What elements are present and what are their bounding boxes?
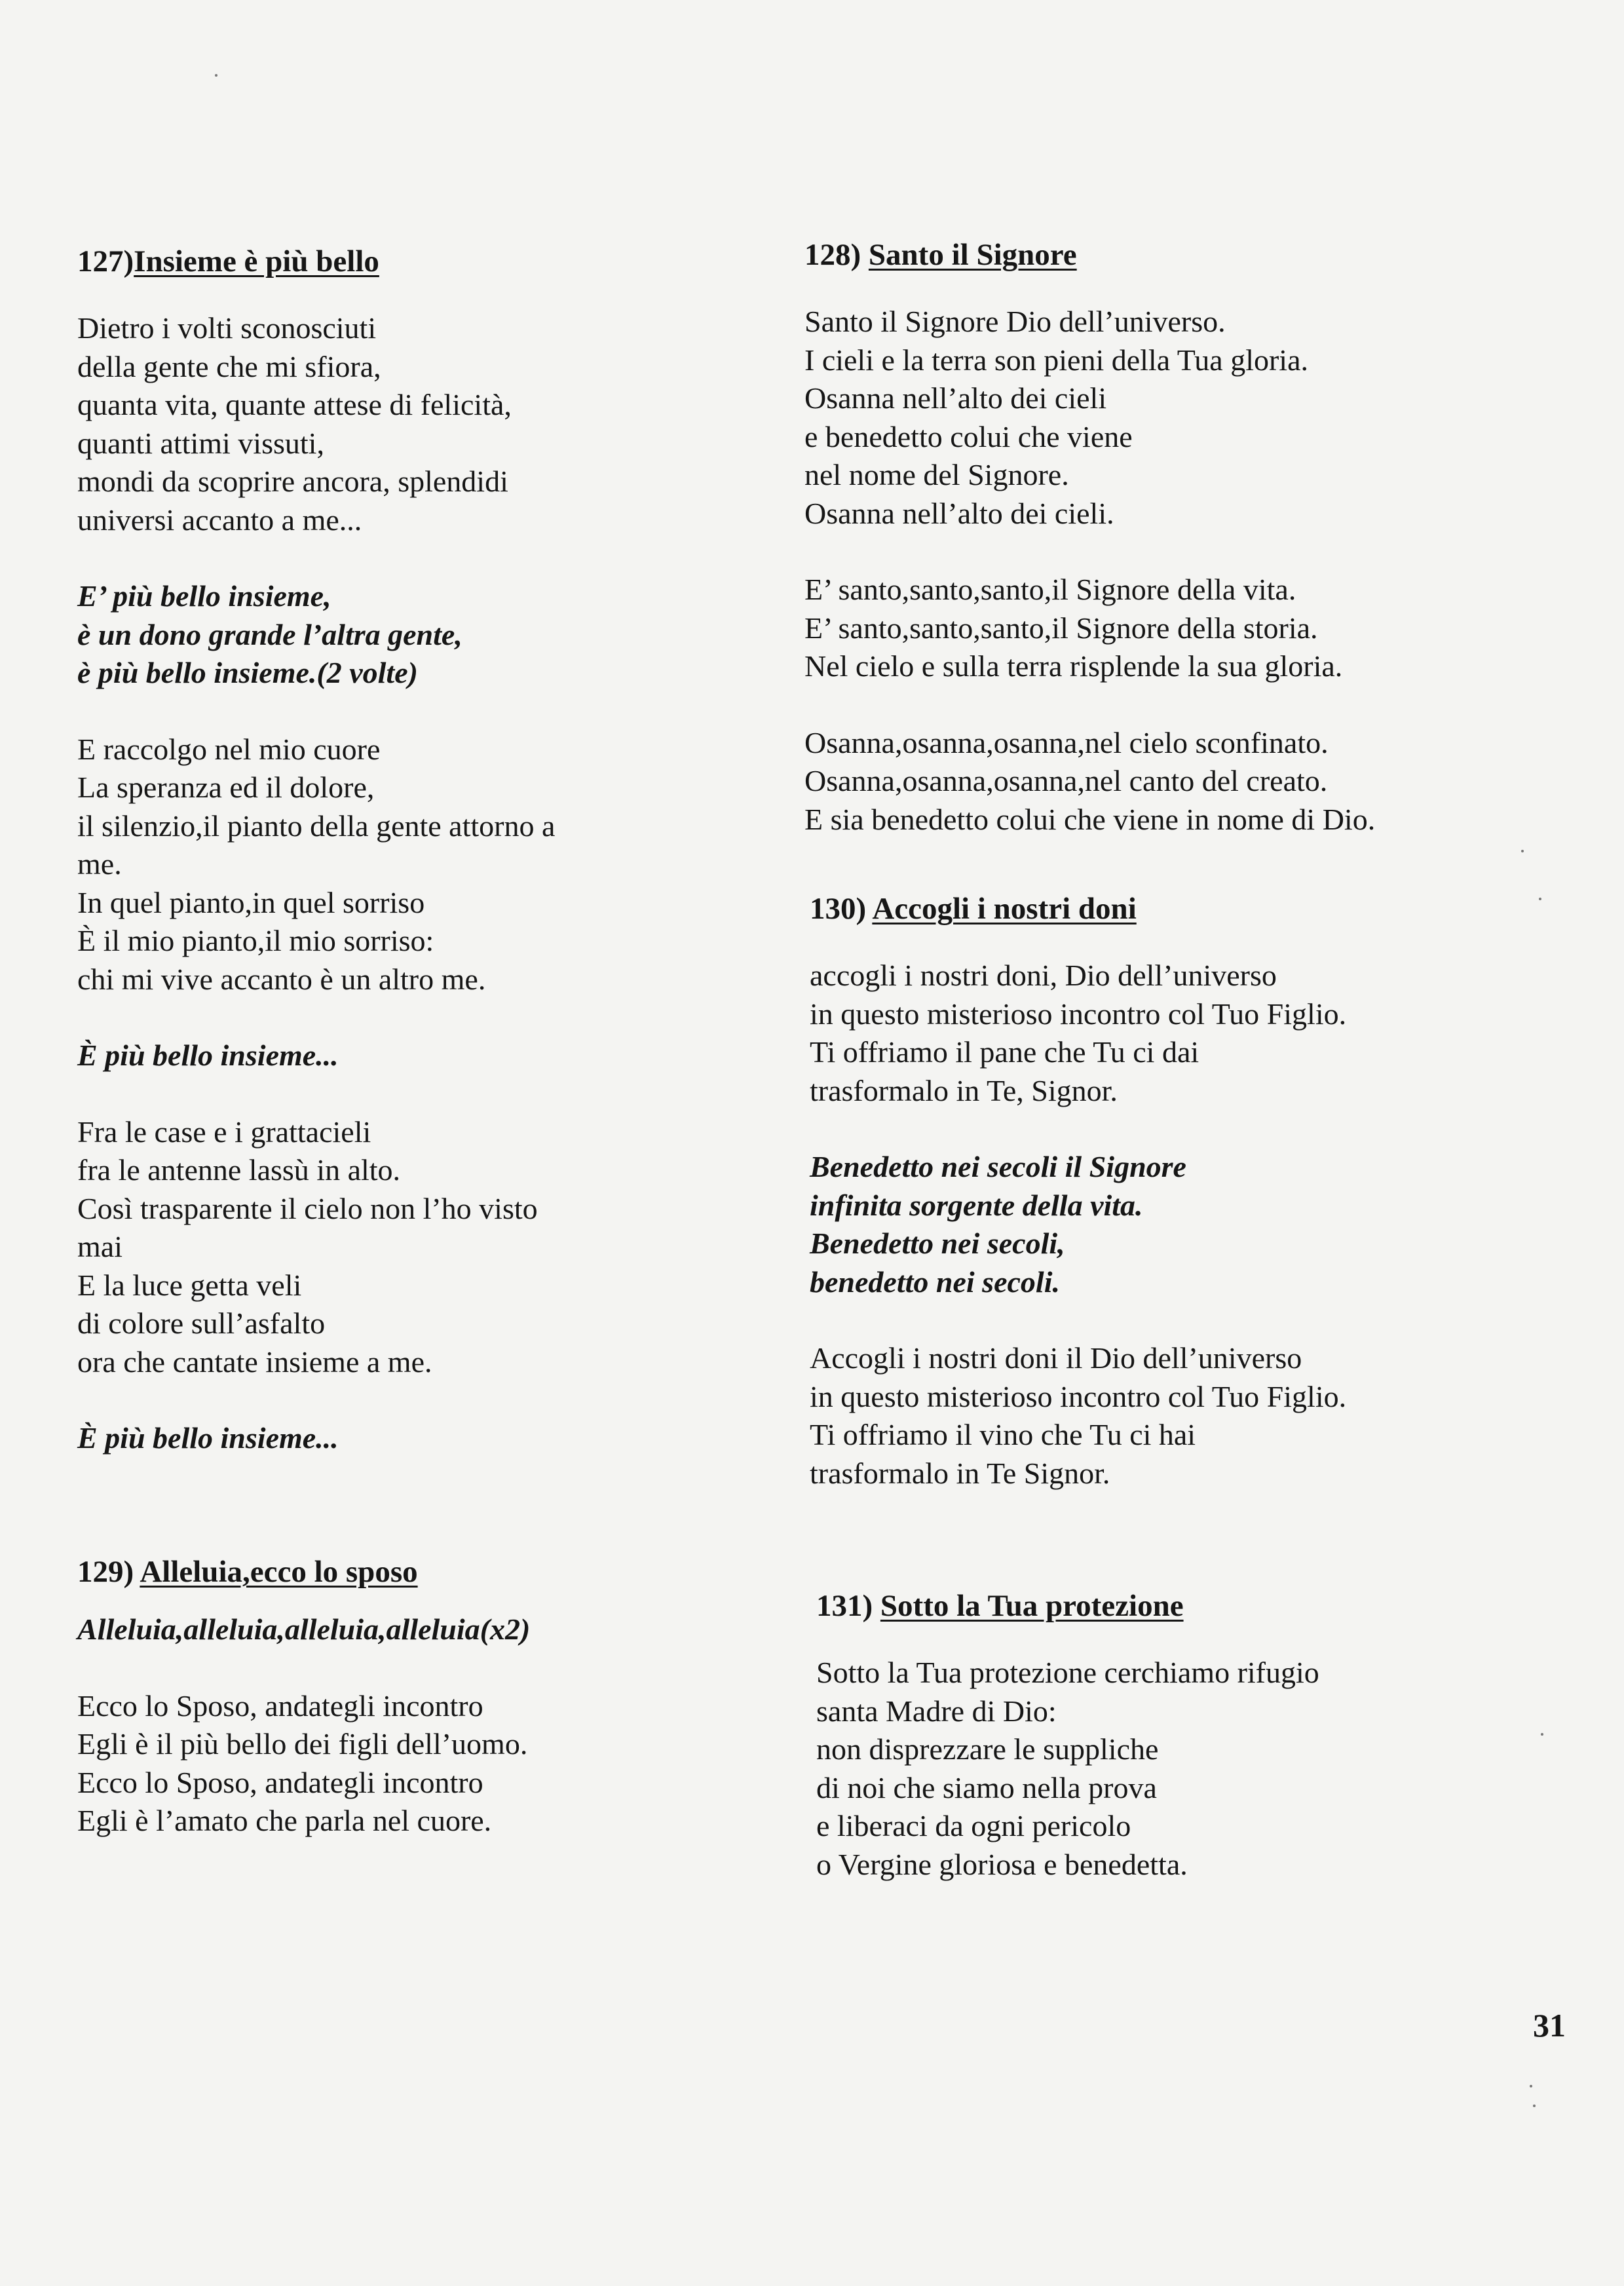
lyric-line: in questo misterioso incontro col Tuo Figlio. bbox=[810, 1379, 1347, 1413]
song-131 bbox=[816, 1587, 1570, 1922]
song-127 bbox=[77, 242, 772, 1496]
lyric-line: Così trasparente il cielo non l’ho visto bbox=[77, 1191, 538, 1225]
lyric-line: nel nome del Signore. bbox=[804, 458, 1069, 491]
song-title: 131) Sotto la Tua protezione bbox=[816, 1589, 1184, 1623]
song-129 bbox=[77, 1553, 772, 1878]
lyric-line: chi mi vive accanto è un altro me. bbox=[77, 962, 486, 996]
lyric-line: E la luce getta veli bbox=[77, 1268, 302, 1302]
lyric-line: E raccolgo nel mio cuore bbox=[77, 732, 381, 766]
lyric-line: di noi che siamo nella prova bbox=[816, 1770, 1157, 1804]
chorus-line: infinita sorgente della vita. bbox=[810, 1188, 1143, 1222]
stanza bbox=[77, 1687, 772, 1840]
chorus-line: Alleluia,alleluia,alleluia,alleluia(x2) bbox=[77, 1612, 531, 1646]
lyric-line: Egli è l’amato che parla nel cuore. bbox=[77, 1804, 492, 1837]
song-128 bbox=[804, 236, 1558, 877]
lyric-line: Osanna nell’alto dei cieli. bbox=[804, 496, 1114, 530]
scan-speck bbox=[1530, 2085, 1532, 2087]
song-title: 128) Santo il Signore bbox=[804, 238, 1077, 272]
chorus bbox=[810, 1148, 1563, 1301]
lyric-line: Ti offriamo il pane che Tu ci dai bbox=[810, 1035, 1199, 1069]
lyric-line: Sotto la Tua protezione cerchiamo rifugio bbox=[816, 1656, 1319, 1689]
chorus-line: è più bello insieme.(2 volte) bbox=[77, 656, 418, 689]
chorus-line: è un dono grande l’altra gente, bbox=[77, 617, 463, 651]
lyric-line: E’ santo,santo,santo,il Signore della vita. bbox=[804, 573, 1296, 606]
lyric-line: santa Madre di Dio: bbox=[816, 1694, 1057, 1728]
scan-speck bbox=[1541, 1733, 1543, 1736]
lyric-line: e benedetto colui che viene bbox=[804, 419, 1133, 453]
chorus-line: Benedetto nei secoli il Signore bbox=[810, 1150, 1186, 1183]
stanza bbox=[77, 309, 772, 539]
stanza bbox=[804, 571, 1558, 686]
stanza bbox=[810, 957, 1563, 1110]
lyric-line: Osanna,osanna,osanna,nel cielo sconfinato. bbox=[804, 725, 1329, 759]
chorus-line: È più bello insieme... bbox=[77, 1038, 339, 1072]
lyric-line: della gente che mi sfiora, bbox=[77, 349, 381, 383]
lyric-line: La speranza ed il dolore, bbox=[77, 771, 375, 804]
lyric-line: Nel cielo e sulla terra risplende la sua gloria. bbox=[804, 649, 1343, 683]
lyric-line: Egli è il più bello dei figli dell’uomo. bbox=[77, 1727, 528, 1761]
lyric-line: il silenzio,il pianto della gente attorno a bbox=[77, 809, 556, 843]
lyric-line: quanti attimi vissuti, bbox=[77, 426, 324, 460]
lyric-line: E’ santo,santo,santo,il Signore della storia. bbox=[804, 611, 1318, 645]
chorus bbox=[77, 577, 772, 693]
lyric-line: Ecco lo Sposo, andategli incontro bbox=[77, 1765, 483, 1799]
lyric-line: quanta vita, quante attese di felicità, bbox=[77, 388, 512, 421]
lyric-line: In quel pianto,in quel sorriso bbox=[77, 885, 425, 919]
song-title: 127)Insieme è più bello bbox=[77, 244, 379, 278]
song-title: 129) Alleluia,ecco lo sposo bbox=[77, 1555, 418, 1589]
stanza bbox=[77, 731, 772, 999]
lyric-line: E sia benedetto colui che viene in nome di Dio. bbox=[804, 802, 1376, 836]
lyric-line: e liberaci da ogni pericolo bbox=[816, 1809, 1131, 1842]
lyric-line: Dietro i volti sconosciuti bbox=[77, 311, 377, 345]
lyric-line: Osanna nell’alto dei cieli bbox=[804, 381, 1107, 415]
chorus bbox=[77, 1037, 772, 1075]
chorus-line: Benedetto nei secoli, bbox=[810, 1227, 1065, 1260]
lyric-line: di colore sull’asfalto bbox=[77, 1306, 326, 1340]
chorus bbox=[77, 1610, 772, 1649]
song-130 bbox=[810, 890, 1563, 1531]
chorus-line: benedetto nei secoli. bbox=[810, 1265, 1060, 1299]
lyric-line: Fra le case e i grattacieli bbox=[77, 1114, 371, 1149]
stanza bbox=[816, 1654, 1570, 1884]
lyric-line: accogli i nostri doni, Dio dell’universo bbox=[810, 959, 1277, 992]
stanza bbox=[804, 724, 1558, 839]
lyric-line: me. bbox=[77, 847, 122, 881]
lyric-line: trasformalo in Te Signor. bbox=[810, 1456, 1110, 1490]
lyric-line: Osanna,osanna,osanna,nel canto del creato. bbox=[804, 764, 1328, 797]
lyric-line: Ti offriamo il vino che Tu ci hai bbox=[810, 1418, 1196, 1451]
lyric-line: non disprezzare le suppliche bbox=[816, 1732, 1159, 1766]
chorus-line: È più bello insieme... bbox=[77, 1421, 339, 1455]
stanza bbox=[804, 303, 1558, 533]
scan-speck bbox=[1521, 850, 1524, 852]
lyric-line: trasformalo in Te, Signor. bbox=[810, 1073, 1118, 1107]
page-number: 31 bbox=[1533, 2007, 1566, 2044]
chorus-line: E’ più bello insieme, bbox=[77, 579, 331, 613]
lyric-line: I cieli e la terra son pieni della Tua gloria. bbox=[804, 343, 1308, 377]
scan-speck bbox=[215, 74, 217, 77]
lyric-line: universi accanto a me... bbox=[77, 503, 362, 537]
lyric-line: È il mio pianto,il mio sorriso: bbox=[77, 924, 434, 957]
lyric-line: in questo misterioso incontro col Tuo Figlio. bbox=[810, 997, 1347, 1031]
lyric-line: o Vergine gloriosa e benedetta. bbox=[816, 1847, 1188, 1881]
lyric-line: mai bbox=[77, 1230, 123, 1263]
stanza bbox=[77, 1113, 772, 1382]
lyric-line: Accogli i nostri doni il Dio dell’universo bbox=[810, 1341, 1302, 1375]
stanza bbox=[810, 1339, 1563, 1493]
lyric-line: Santo il Signore Dio dell’universo. bbox=[804, 305, 1226, 338]
lyric-line: Ecco lo Sposo, andategli incontro bbox=[77, 1688, 483, 1723]
lyric-line: fra le antenne lassù in alto. bbox=[77, 1153, 401, 1187]
song-title: 130) Accogli i nostri doni bbox=[810, 892, 1137, 926]
scan-speck bbox=[1533, 2105, 1536, 2107]
lyric-line: ora che cantate insieme a me. bbox=[77, 1344, 432, 1379]
lyric-line: mondi da scoprire ancora, splendidi bbox=[77, 465, 508, 498]
scan-speck bbox=[1539, 898, 1541, 900]
chorus bbox=[77, 1419, 772, 1458]
